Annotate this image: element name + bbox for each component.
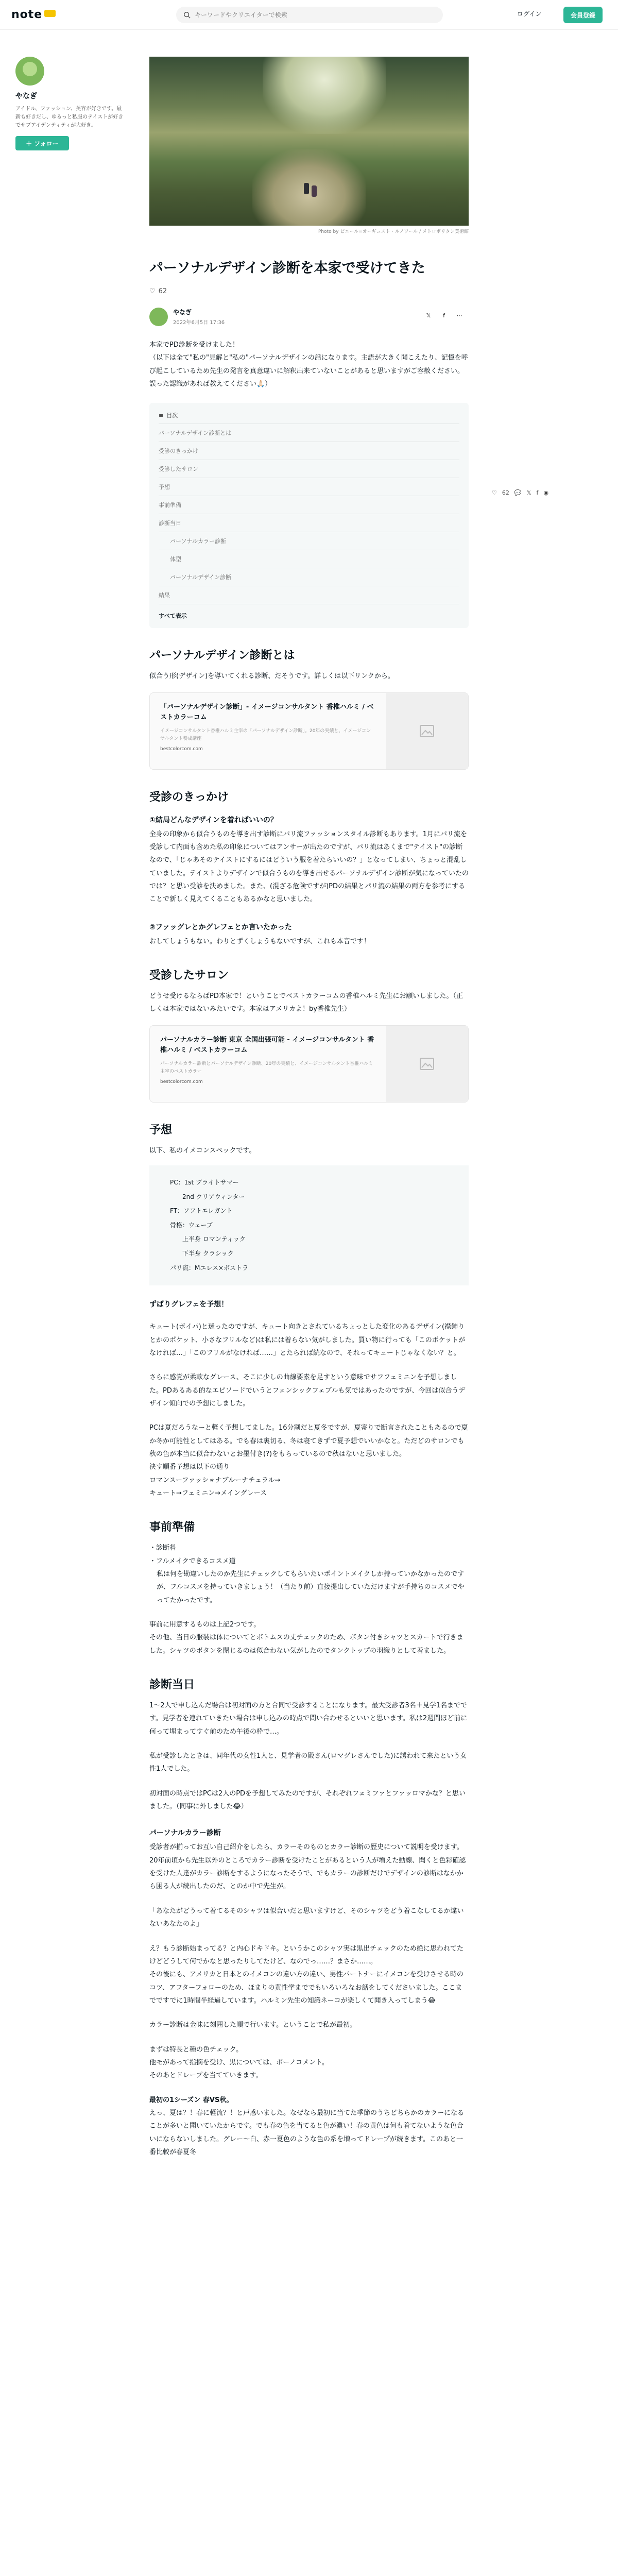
paragraph: 決す順番予想は以下の通り [149, 1463, 230, 1471]
add-user-icon: ＋ [26, 140, 32, 147]
paragraph: 私は何を勘違いしたのか先生にチェックしてもらいたいポイントメイクしか持っていかなかったのですが、フルコスメを持っていきましょう！（当たり前）直接提出していただけますが手持ちのコスメでやってたかったです。 [157, 1570, 465, 1604]
paragraph: さらに感覚が柔軟なグレース、そこに少しの曲線要素を足すという意味でサフフェミニンを予想しました。PDあるある的なエピソードでいうとフェンシックフェブルも気ではあったのですが、今回は似合うデザイン傾向での予想にしました。 [149, 1374, 466, 1408]
link-card-domain: bestcolorcom.com [160, 746, 203, 752]
hero-figure [304, 183, 309, 194]
paragraph: その後にも、アメリカと日本とのイメコンの違い方の違い、男性パートナーにイメコンを受けさせる時のコツ、アフターフォローのため、ほまりの黄性学まででもいろいろなお話をしてくださいました。ここまでですでに1時間半経過しています。ハルミン先生の知識ネーコが楽しくて聞き入ってしまう😂 [149, 1971, 464, 2005]
subheading: ①結局どんなデザインを着ればいいの？ [149, 816, 278, 824]
spec-quote-box [149, 1165, 469, 1285]
logo-badge-icon [44, 10, 56, 17]
link-card-description: パーソナルカラー診断とパーソナルデザイン診断、20年の実績と、イメージコンサルタント香椎ハルミ主宰のベストカラー [160, 1061, 373, 1074]
toc-item[interactable]: 事前準備 [159, 496, 459, 514]
spec-line: 上半身 ロマンティック [182, 1235, 246, 1243]
intro-paragraph: 本家でPD診断を受けました！ [149, 341, 239, 349]
list-item: キュート→フェミニン→メイングレース [149, 1489, 267, 1497]
creator-name[interactable]: やなぎ [15, 92, 37, 100]
paragraph: 他モがあって指摘を受け、黒については、ボーノコメント。 [149, 2058, 329, 2066]
paragraph: どうせ受けるならばPD本家で！ということでベストカラーコムの香椎ハルミ先生にお願いしました。（正しくは本家ではないみたいです。本家はアメリカよ！by香椎先生） [149, 992, 463, 1013]
spec-line: パリ流：Mエレス×ボストラ [170, 1264, 249, 1272]
list-item: ロマンスーファッショナブルーナチュラル→ [149, 1476, 281, 1484]
paragraph: おしてしょうもない。わりとずくしょうもないですが、これも本音です！ [149, 937, 371, 945]
note-logo[interactable]: note [11, 8, 56, 21]
subheading: ずばりグレフェを予想！ [149, 1300, 229, 1309]
like-count: 62 [158, 287, 167, 295]
article [149, 258, 469, 2159]
toc-item[interactable]: 結果 [159, 586, 459, 604]
heart-icon[interactable]: ♡ [492, 489, 497, 496]
spec-line: FT：ソフトエレガント [170, 1207, 233, 1215]
spec-line: 骨格：ウェーブ [170, 1221, 213, 1229]
list-item: ・フルメイクできるコスメ道 [149, 1557, 236, 1565]
hero-caption: Photo by ピエール=オーギュスト・ルノワール / メトロポリタン美術館 [318, 229, 469, 234]
login-link[interactable]: ログイン [517, 10, 542, 18]
section-heading: 受診したサロン [149, 969, 229, 982]
intro-paragraph: （以下は全て"私の"見解と"私の"パーソナルデザインの話になります。主語が大きく聞こえたり、記憶を呼び起こしているため先生の発言を真意違いに解釈出来ていないことがあると思いますがご容赦ください。誤った認識があれば教えてください🙏🏻） [149, 354, 468, 388]
subheading: パーソナルカラー診断 [149, 1829, 221, 1838]
image-placeholder-icon [386, 1026, 468, 1102]
paragraph: 最初の1シーズン 春VS秋。 [149, 2096, 233, 2104]
list-icon: ≡ [159, 412, 164, 419]
subheading: ②ファッグレとかグレフェとか言いたかった [149, 923, 292, 931]
spec-line: 2nd クリアウィンター [182, 1193, 245, 1200]
toc-item[interactable]: パーソナルデザイン診断とは [159, 424, 459, 442]
author-name[interactable]: やなぎ [173, 309, 192, 316]
paragraph: 「あなたがどうって着てるそのシャツは似合いだと思いますけど、そのシャツをどう着こなしてるか違いないあなたのよ」 [149, 1907, 464, 1928]
paragraph: キュート(ボイパ)と迷ったのですが、キュート向きとされているちょっとした変化のあるデザイン(襟飾りとかのポケット、小さなフリルなど)は私には着らない気がしました。買い物に行っても「このポケットがなければ…」「このフリルがなければ……」とたられば続なので、それってキュートじゃなくない？と。 [149, 1323, 466, 1357]
avatar[interactable] [15, 57, 44, 86]
paragraph: 1〜2人で申し込んだ場合は初対面の方と合同で受診することになります。最大受診者3名＋見学1名までです。見学者を連れていきたい場合は申し込みの時点で問い合わせるといいと思います。私は2週間ほど前に何って埋まってすぐ前のため午後の枠で…。 [149, 1702, 468, 1736]
paragraph: まずは特長と種の色チェック。 [149, 2045, 243, 2054]
paragraph: 初対面の時点ではPCは2人のPDを予想してみたのですが、それぞれフェミファとファッロマかな？と思いました。（同事に外しました😂） [149, 1789, 466, 1811]
publish-date: 2022年6月5日 17:36 [173, 320, 225, 326]
author-row [149, 307, 469, 327]
toc-item[interactable]: 体型 [159, 550, 459, 568]
link-card-domain: bestcolorcom.com [160, 1079, 203, 1085]
paragraph: そのあとドレープを当てていきます。 [149, 2072, 263, 2080]
author-avatar[interactable] [149, 308, 168, 326]
facebook-share-icon[interactable]: f [443, 312, 445, 319]
facebook-share-icon[interactable]: f [536, 489, 539, 496]
paragraph: 私が受診したときは、同年代の女性1人と、見学者の殿さん(ロマグレさんでした)に誘われて来たという女性1人でした。 [149, 1752, 467, 1773]
image-placeholder-icon [386, 693, 468, 769]
heart-icon[interactable]: ♡ [149, 287, 156, 295]
toc-item[interactable]: 受診のきっかけ [159, 442, 459, 460]
spec-line: PC：1st ブライトサマー [170, 1179, 239, 1186]
section-heading: 予想 [149, 1123, 173, 1137]
link-card[interactable] [149, 692, 469, 770]
paragraph: カラー診断は金味に刻囲した順で行います。ということで私が最初。 [149, 2021, 356, 2029]
toc-item[interactable]: パーソナルデザイン診断 [159, 568, 459, 586]
top-header [0, 0, 618, 30]
link-card-description: イメージコンサルタント香椎ハルミ主宰の「パーソナルデザイン診断」。20年の実績と、イメージコンサルタント養成講座 [160, 728, 371, 741]
link-card-title: 「パーソナルデザイン診断」- イメージコンサルタント 香椎ハルミ / ベストカラーコム [160, 703, 374, 722]
prep-list [149, 1541, 469, 1568]
section-heading: パーソナルデザイン診断とは [149, 649, 295, 663]
comment-icon[interactable]: 💬 [514, 489, 522, 496]
more-icon[interactable]: ⋯ [456, 312, 462, 319]
like-row[interactable] [149, 287, 469, 295]
paragraph: その他、当日の服装は体についてとボトムスの丈チェックのため、ボタン付きシャツとスカートで行きました。シャツのボタンを閉じるのは似合わない気がしたのでタンクトップの羽織りとして着ました。 [149, 1634, 464, 1655]
hero-sky [263, 57, 386, 134]
paragraph: えっ、夏は？！春に軽流？！と戸惑いました。なぜなら最初に当てた季節のうちどちらかのカラーになることが多いと聞いていたからです。でも春の色を当てると色が濃い！春の黄色は何も着てないような色合いにならないしました。グレー～白、赤一夏色のような色の系を増ってドレープが続きます。このあと一番比較が春夏冬 [149, 2109, 465, 2156]
signup-button[interactable]: 会員登録 [563, 7, 603, 23]
hero-image [149, 57, 469, 226]
floating-action-bar [492, 489, 548, 496]
spec-line: 下半身 クラシック [182, 1249, 234, 1257]
paragraph: 似合う形(デザイン)を導いてくれる診断、だそうです。詳しくは以下リンクから。 [149, 672, 394, 681]
hero-figure [312, 185, 317, 197]
search-bar[interactable] [176, 7, 443, 23]
toc-item[interactable]: 診断当日 [159, 514, 459, 532]
search-input[interactable] [195, 11, 432, 19]
paragraph: PCは夏だろうなーと軽く予想してました。16分割だと夏冬ですが、夏寄りで断言されたこともあるので夏か冬か可能性としてはある。でも春は裏切る、冬は寝てきずで夏予想でいいかなと。ただどのサロンでも秋の色が本当に似合わないとお墨付き(?)をもらっているので秋はないと思いました。 [149, 1424, 468, 1458]
like-count: 62 [502, 489, 509, 496]
section-heading: 受診のきっかけ [149, 790, 229, 804]
toc-item[interactable]: 予想 [159, 478, 459, 496]
share-buttons [424, 312, 464, 320]
creator-bio: アイドル、ファッション、美容が好きです。最新も好きだし、ゆるっと私服のテイストが好きでサブアイデンティティが大好き。 [15, 106, 124, 128]
x-share-icon[interactable]: 𝕏 [526, 489, 531, 496]
search-icon [183, 11, 191, 19]
table-of-contents [149, 403, 469, 628]
hero-path [252, 149, 366, 226]
link-card[interactable] [149, 1025, 469, 1103]
article-title: パーソナルデザイン診断を本家で受けてきた [149, 260, 425, 276]
paragraph: え？もう診断始まってる？と内心ドキドキ。というかこのシャツ実は黒出チェックのため絶に思われてたけどどうして何でかなと思ったりしてたけど、なのでっ……？まさか……。 [149, 1944, 464, 1965]
creator-sidebar [15, 57, 124, 150]
paragraph: 全身の印象から似合うものを導き出す診断にパリ流ファッションスタイル診断もあります。1月にパリ流を受診して内面も含めた私の印象についてはアンサーが出たのですが、パリ流はあくまで"テイスト"の診断なので、「じゃあそのテイストにするにはどういう服を着たらいいの？」となってしまい、ちょっと混乱していました。テイストよりデザインで似合うものを導き出せるパーソナルデザイン診断が気になっていたのでは？と思い受診を決めました。また、(混ざる危険ですが)PDの結果とパリ流の結果の両方を参考にすることで新しく見えてくることもあるかなと思いました。 [149, 830, 469, 904]
paragraph: 事前に用意するものは上記2つです。 [149, 1621, 261, 1629]
line-share-icon[interactable]: ◉ [543, 489, 548, 496]
toc-header[interactable]: ≡ 目次 [159, 411, 459, 424]
list-item: ・診断料 [149, 1544, 177, 1552]
paragraph: 以下、私のイメコンスペックです。 [149, 1146, 256, 1155]
x-share-icon[interactable]: 𝕏 [426, 312, 431, 319]
follow-button[interactable]: ＋ フォロー [15, 136, 69, 150]
toc-show-all-button[interactable]: すべて表示 [159, 613, 187, 620]
section-heading: 事前準備 [149, 1521, 195, 1534]
link-card-title: パーソナルカラー診断 東京 全国出張可能 - イメージコンサルタント 香椎ハルミ / ベストカラーコム [160, 1036, 374, 1055]
section-heading: 診断当日 [149, 1679, 195, 1692]
paragraph: 受診者が揃ってお互い自己紹介をしたら、カラーそのものとカラー診断の歴史について説明を受けます。20年前頃から先生以外のところでカラー診断を受けたことがあるという人が増えた動線、聞くと色彩確認を受けた人達がカラー診断をするようになったそうで、でもカラーの診断だけでデザインの診断はなかから困る人が続出したのだ、とのか中で先生が。 [149, 1843, 466, 1891]
toc-item[interactable]: 受診したサロン [159, 460, 459, 478]
toc-item[interactable]: パーソナルカラー診断 [159, 532, 459, 550]
